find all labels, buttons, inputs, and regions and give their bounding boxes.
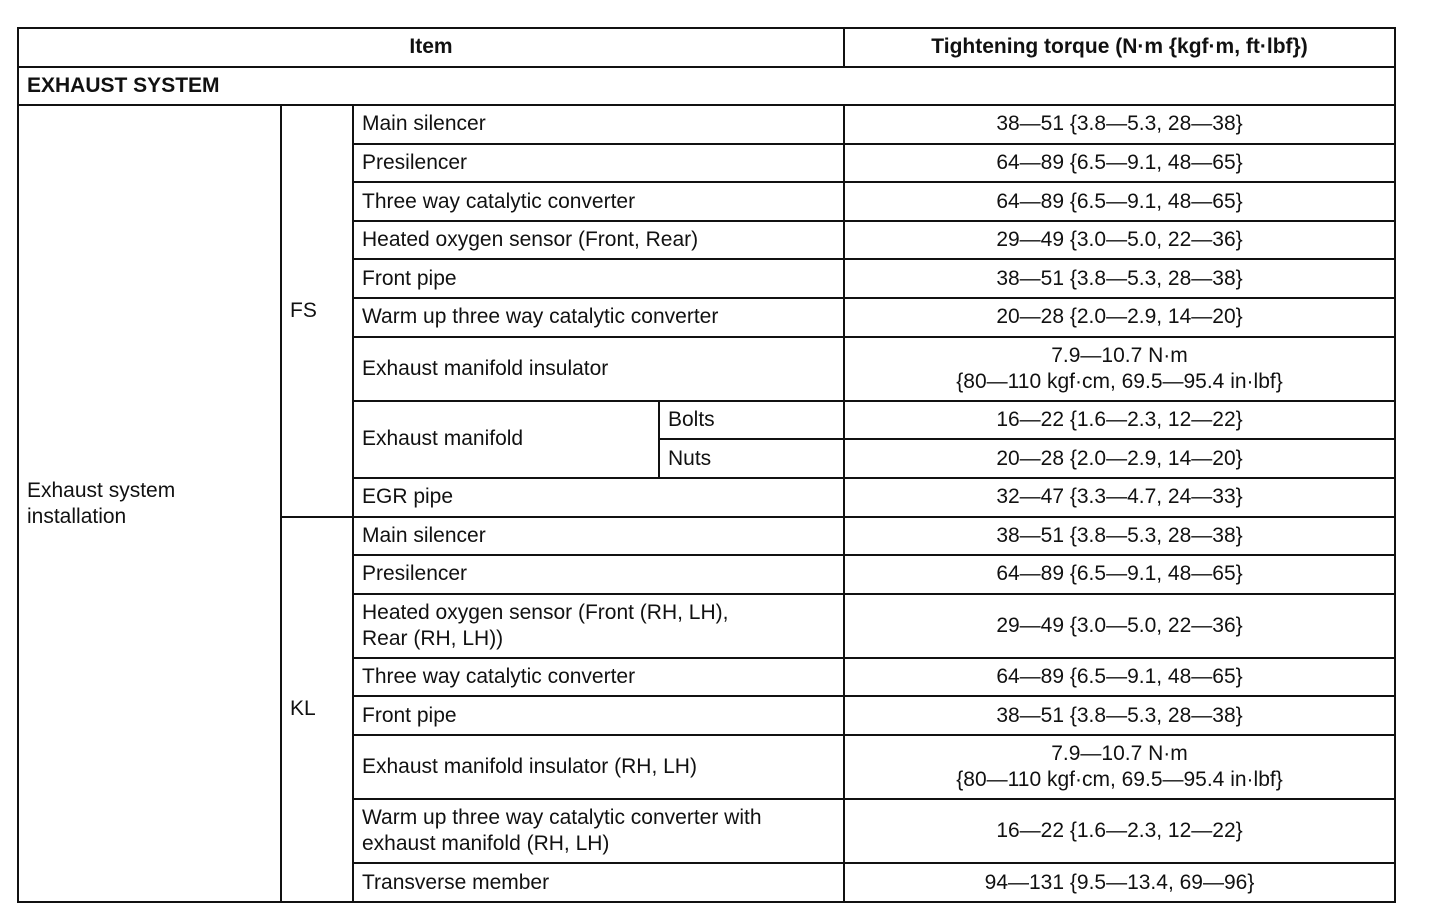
torque-cell: 16—22 {1.6—2.3, 12—22} bbox=[844, 401, 1395, 440]
item-cell bbox=[353, 799, 844, 863]
torque-cell bbox=[844, 735, 1395, 799]
item-cell: Transverse member bbox=[353, 863, 844, 902]
torque-cell: 29—49 {3.0—5.0, 22—36} bbox=[844, 221, 1395, 260]
torque-cell: 38—51 {3.8—5.3, 28—38} bbox=[844, 259, 1395, 298]
torque-cell bbox=[844, 337, 1395, 401]
group-label-text: Exhaust system installation bbox=[27, 478, 176, 528]
torque-line: {80—110 kgf·cm, 69.5—95.4 in·lbf} bbox=[956, 768, 1283, 792]
item-cell: Warm up three way catalytic converter bbox=[353, 298, 844, 337]
table-row bbox=[18, 105, 1395, 144]
torque-cell: 16—22 {1.6—2.3, 12—22} bbox=[844, 799, 1395, 863]
item-cell: Presilencer bbox=[353, 144, 844, 183]
torque-cell: 38—51 {3.8—5.3, 28—38} bbox=[844, 696, 1395, 735]
torque-line: {80—110 kgf·cm, 69.5—95.4 in·lbf} bbox=[956, 369, 1283, 393]
torque-cell: 64—89 {6.5—9.1, 48—65} bbox=[844, 182, 1395, 221]
section-row bbox=[18, 67, 1395, 106]
item-line: Rear (RH, LH)) bbox=[362, 626, 504, 650]
torque-cell: 64—89 {6.5—9.1, 48—65} bbox=[844, 658, 1395, 697]
item-cell: Three way catalytic converter bbox=[353, 182, 844, 221]
torque-line: 7.9—10.7 N·m bbox=[1051, 343, 1188, 367]
torque-spec-table bbox=[17, 27, 1396, 903]
item-line: exhaust manifold (RH, LH) bbox=[362, 832, 610, 856]
sub-part-cell: Bolts bbox=[659, 401, 844, 440]
torque-cell: 29—49 {3.0—5.0, 22—36} bbox=[844, 594, 1395, 658]
torque-cell: 32—47 {3.3—4.7, 24—33} bbox=[844, 478, 1395, 517]
item-cell: Main silencer bbox=[353, 105, 844, 144]
item-cell: Heated oxygen sensor (Front, Rear) bbox=[353, 221, 844, 260]
item-cell: Front pipe bbox=[353, 259, 844, 298]
section-title: EXHAUST SYSTEM bbox=[18, 67, 1395, 106]
item-cell: Main silencer bbox=[353, 517, 844, 556]
torque-cell: 64—89 {6.5—9.1, 48—65} bbox=[844, 144, 1395, 183]
item-cell: Front pipe bbox=[353, 696, 844, 735]
item-cell: Exhaust manifold insulator (RH, LH) bbox=[353, 735, 844, 799]
item-column-header: Item bbox=[18, 28, 844, 67]
header-row bbox=[18, 28, 1395, 67]
engine-label-fs: FS bbox=[281, 105, 353, 516]
torque-cell: 64—89 {6.5—9.1, 48—65} bbox=[844, 555, 1395, 594]
torque-cell: 94—131 {9.5—13.4, 69—96} bbox=[844, 863, 1395, 902]
item-cell: Presilencer bbox=[353, 555, 844, 594]
torque-cell: 38—51 {3.8—5.3, 28—38} bbox=[844, 105, 1395, 144]
torque-cell: 20—28 {2.0—2.9, 14—20} bbox=[844, 439, 1395, 478]
sub-part-cell: Nuts bbox=[659, 439, 844, 478]
torque-column-header: Tightening torque (N·m {kgf·m, ft·lbf}) bbox=[844, 28, 1395, 67]
item-cell: Exhaust manifold insulator bbox=[353, 337, 844, 401]
engine-label-kl: KL bbox=[281, 517, 353, 903]
group-label bbox=[18, 105, 281, 902]
item-line: Warm up three way catalytic converter with bbox=[362, 806, 762, 830]
item-line: Heated oxygen sensor (Front (RH, LH), bbox=[362, 600, 729, 624]
item-cell bbox=[353, 594, 844, 658]
torque-line: 7.9—10.7 N·m bbox=[1051, 742, 1188, 766]
item-cell: Exhaust manifold bbox=[353, 401, 659, 478]
torque-cell: 20—28 {2.0—2.9, 14—20} bbox=[844, 298, 1395, 337]
item-cell: Three way catalytic converter bbox=[353, 658, 844, 697]
torque-cell: 38—51 {3.8—5.3, 28—38} bbox=[844, 517, 1395, 556]
item-cell: EGR pipe bbox=[353, 478, 844, 517]
